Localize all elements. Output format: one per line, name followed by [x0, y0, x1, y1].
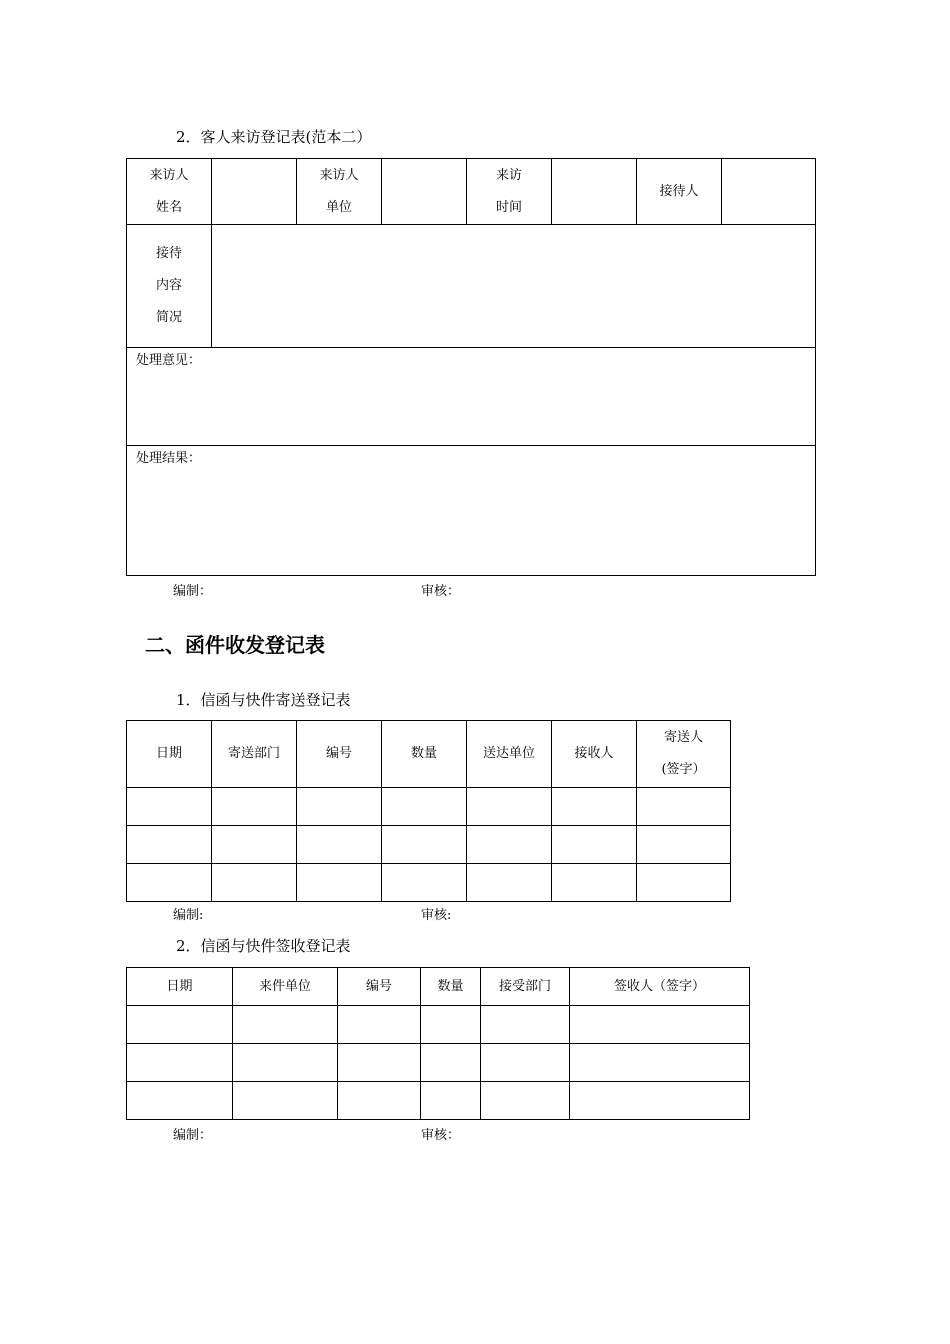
- reception-row: [127, 225, 816, 348]
- send-header-quantity: 数量: [382, 721, 467, 788]
- table-cell[interactable]: [338, 1082, 421, 1120]
- send-header-recipient: 接收人: [552, 721, 637, 788]
- send-table-reviewed-by: 审核:: [421, 908, 452, 923]
- reception-label-line2: 内容: [155, 278, 182, 293]
- table-cell[interactable]: [637, 788, 731, 826]
- reception-content-cell[interactable]: [212, 225, 816, 348]
- table-cell[interactable]: [212, 826, 297, 864]
- receive-table-caption: 2．信函与快件签收登记表: [176, 937, 351, 955]
- visit-time-cell[interactable]: [552, 159, 637, 225]
- visit-time-label-line2: 时间: [495, 199, 522, 215]
- reception-label: [127, 225, 212, 348]
- table-cell[interactable]: [127, 1006, 233, 1044]
- visitor-name-label-line1: 来访人: [149, 167, 189, 183]
- visitor-name-label: [127, 159, 212, 225]
- table-cell[interactable]: [552, 864, 637, 902]
- receive-table-prepared-by: 编制：: [173, 1128, 213, 1143]
- table-cell[interactable]: [421, 1044, 481, 1082]
- table-cell[interactable]: [127, 864, 212, 902]
- table-row: [127, 788, 731, 826]
- table-cell[interactable]: [481, 1044, 570, 1082]
- receive-table: [126, 967, 750, 1120]
- table-cell[interactable]: [297, 826, 382, 864]
- table-cell[interactable]: [212, 788, 297, 826]
- table-row: [127, 864, 731, 902]
- table-cell[interactable]: [127, 826, 212, 864]
- visitor-unit-cell[interactable]: [382, 159, 467, 225]
- table-row: [127, 826, 731, 864]
- host-label: 接待人: [637, 159, 722, 225]
- table-cell[interactable]: [297, 864, 382, 902]
- table-cell[interactable]: [637, 864, 731, 902]
- table-cell[interactable]: [637, 826, 731, 864]
- reception-label-line1: 接待: [155, 246, 182, 261]
- receive-header-sender-unit: 来件单位: [233, 968, 338, 1006]
- table-cell[interactable]: [481, 1082, 570, 1120]
- receive-header-quantity: 数量: [421, 968, 481, 1006]
- visitor-name-label-line2: 姓名: [155, 199, 182, 215]
- result-row: [127, 446, 816, 576]
- table-cell[interactable]: [338, 1006, 421, 1044]
- table-cell[interactable]: [338, 1044, 421, 1082]
- visit-time-label-line1: 来访: [495, 167, 522, 183]
- opinion-cell[interactable]: 处理意见：: [127, 348, 816, 446]
- receive-header-date: 日期: [127, 968, 233, 1006]
- send-header-destination: 送达单位: [467, 721, 552, 788]
- table-cell[interactable]: [467, 788, 552, 826]
- table-cell[interactable]: [127, 1044, 233, 1082]
- result-cell[interactable]: 处理结果：: [127, 446, 816, 576]
- receive-header-receiving-dept: 接受部门: [481, 968, 570, 1006]
- table-cell[interactable]: [382, 864, 467, 902]
- visitor-form-caption: 2．客人来访登记表(范本二）: [176, 128, 372, 146]
- send-table-header-row: [127, 721, 731, 788]
- opinion-row: [127, 348, 816, 446]
- table-cell[interactable]: [421, 1082, 481, 1120]
- table-cell[interactable]: [382, 788, 467, 826]
- visitor-name-cell[interactable]: [212, 159, 297, 225]
- visitor-unit-label: [297, 159, 382, 225]
- send-header-sender-line1: 寄送人: [663, 730, 703, 745]
- table-row: [127, 1082, 750, 1120]
- receive-table-header-row: [127, 968, 750, 1006]
- table-cell[interactable]: [570, 1006, 750, 1044]
- reception-label-line3: 简况: [155, 310, 182, 325]
- table-cell[interactable]: [233, 1044, 338, 1082]
- send-table-caption: 1．信函与快件寄送登记表: [176, 691, 351, 709]
- table-cell[interactable]: [552, 826, 637, 864]
- table-cell[interactable]: [127, 788, 212, 826]
- send-table: [126, 720, 731, 902]
- table-row: [127, 1006, 750, 1044]
- receive-header-number: 编号: [338, 968, 421, 1006]
- send-header-sender-signature: [637, 721, 731, 788]
- section-heading: 二、函件收发登记表: [145, 633, 325, 657]
- table-row: [127, 1044, 750, 1082]
- table-cell[interactable]: [212, 864, 297, 902]
- send-header-sender-line2: (签字）: [661, 762, 706, 777]
- visitor-unit-label-line1: 来访人: [319, 167, 359, 183]
- table-cell[interactable]: [233, 1006, 338, 1044]
- send-header-date: 日期: [127, 721, 212, 788]
- table-cell[interactable]: [552, 788, 637, 826]
- visitor-form-reviewed-by: 审核：: [421, 584, 461, 599]
- visitor-form-table: [126, 158, 816, 576]
- receive-header-signer: 签收人（签字）: [570, 968, 750, 1006]
- visitor-form-header-row: [127, 159, 816, 225]
- table-cell[interactable]: [467, 864, 552, 902]
- host-cell[interactable]: [722, 159, 816, 225]
- send-header-dept: 寄送部门: [212, 721, 297, 788]
- visitor-form-prepared-by: 编制：: [173, 584, 213, 599]
- table-cell[interactable]: [481, 1006, 570, 1044]
- receive-table-reviewed-by: 审核：: [421, 1128, 461, 1143]
- send-table-prepared-by: 编制:: [173, 908, 204, 923]
- table-cell[interactable]: [127, 1082, 233, 1120]
- visitor-unit-label-line2: 单位: [325, 199, 352, 215]
- table-cell[interactable]: [297, 788, 382, 826]
- send-header-number: 编号: [297, 721, 382, 788]
- table-cell[interactable]: [233, 1082, 338, 1120]
- table-cell[interactable]: [421, 1006, 481, 1044]
- table-cell[interactable]: [382, 826, 467, 864]
- table-cell[interactable]: [570, 1082, 750, 1120]
- visit-time-label: [467, 159, 552, 225]
- table-cell[interactable]: [570, 1044, 750, 1082]
- table-cell[interactable]: [467, 826, 552, 864]
